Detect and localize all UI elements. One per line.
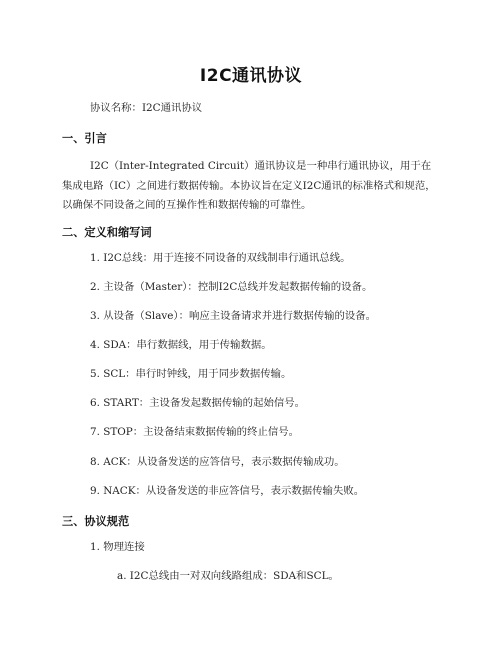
introduction-paragraph-text: I2C（Inter-Integrated Circuit）通讯协议是一种串行通讯协议，用于在集成电路（IC）之间进行数据传输。本协议旨在定义I2C通讯的标准格式和规范，以确保不同设备之间的互操作性和数据传输的可靠性。 [62,160,436,211]
section-heading-introduction: 一、引言 [62,132,107,145]
section-heading-protocol-spec: 三、协议规范 [62,515,130,528]
spec-subitem: a. I2C总线由一对双向线路组成：SDA和SCL。 [117,570,339,582]
definition-item: 8. ACK：从设备发送的应答信号，表示数据传输成功。 [90,456,345,468]
definition-item: 9. NACK：从设备发送的非应答信号，表示数据传输失败。 [90,485,365,497]
definition-item: 3. 从设备（Slave）：响应主设备请求并进行数据传输的设备。 [90,310,377,322]
definition-item: 2. 主设备（Master）：控制I2C总线并发起数据传输的设备。 [90,281,373,293]
spec-item-physical-connection: 1. 物理连接 [90,541,145,553]
definition-item: 1. I2C总线：用于连接不同设备的双线制串行通讯总线。 [90,252,351,264]
definition-item: 5. SCL：串行时钟线，用于同步数据传输。 [90,368,292,380]
protocol-name-line: 协议名称：I2C通讯协议 [90,102,203,114]
definition-item: 7. STOP：主设备结束数据传输的终止信号。 [90,426,300,438]
definition-item: 4. SDA：串行数据线，用于传输数据。 [90,339,272,351]
definition-item: 6. START：主设备发起数据传输的起始信号。 [90,397,306,409]
introduction-paragraph [62,157,440,216]
document-title: I2C通讯协议 [199,66,303,86]
section-heading-definitions: 二、定义和缩写词 [62,226,152,239]
